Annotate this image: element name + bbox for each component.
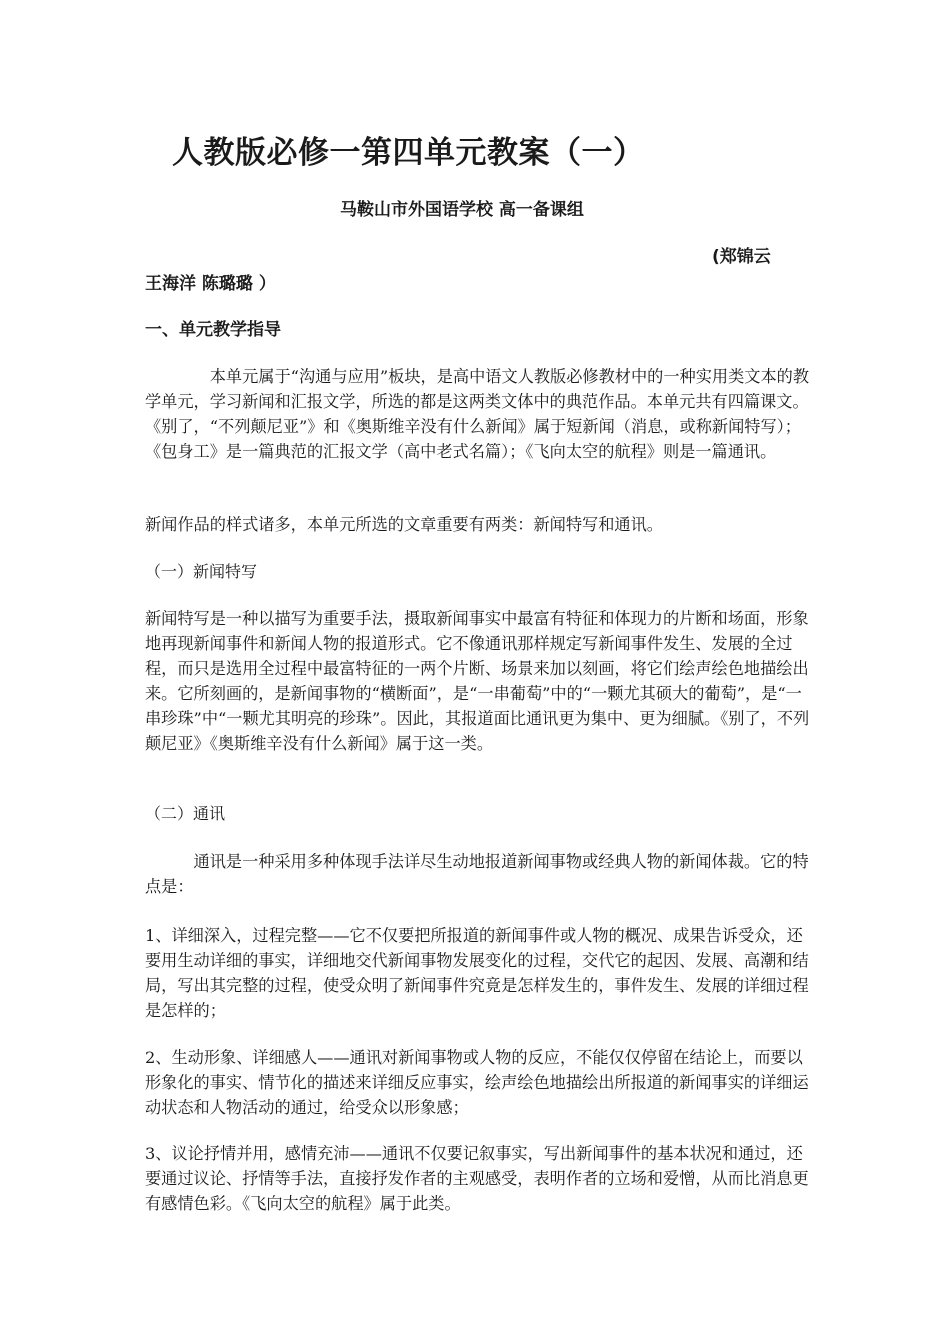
authors-line-1: (郑锦云	[712, 247, 771, 267]
communication-point-1: 1、详细深入，过程完整——它不仅要把所报道的新闻事件或人物的概况、成果告诉受众，还要用生动详细的事实，详细地交代新闻事物发展变化的过程，交代它的起因、发展、高潮和结局，写出其完整的过程，使受众明了新闻事件究竟是怎样发生的，事件发生、发展的详细过程是怎样的；	[145, 926, 809, 1020]
communication-point-2: 2、生动形象、详细感人——通讯对新闻事物或人物的反应，不能仅仅停留在结论上，而要以形象化的事实、情节化的描述来详细反应事实，绘声绘色地描绘出所报道的新闻事实的详细运动状态和人物活动的通过，给受众以形象感；	[145, 1048, 809, 1117]
subheading-news-feature: （一）新闻特写	[145, 562, 258, 581]
document-title: 人教版必修一第四单元教案（一）	[172, 135, 645, 171]
school-subtitle: 马鞍山市外国语学校 高一备课组	[340, 200, 584, 220]
news-feature-paragraph: 新闻特写是一种以描写为重要手法，摄取新闻事实中最富有特征和体现力的片断和场面，形象地再现新闻事件和新闻人物的报道形式。它不像通讯那样规定写新闻事件发生、发展的全过程，而只是选用全过程中最富特征的一两个片断、场景来加以刻画，将它们绘声绘色地描绘出来。它所刻画的，是新闻事物的“横断面”，是“一串葡萄”中的“一颗尤其硕大的葡萄”，是“一串珍珠”中“一颗尤其明亮的珍珠”。因此，其报道面比通讯更为集中、更为细腻。《别了，不列颠尼亚》《奥斯维辛没有什么新闻》属于这一类。	[145, 609, 810, 753]
intro-paragraph: 本单元属于“沟通与应用”板块，是高中语文人教版必修教材中的一种实用类文本的教学单元，学习新闻和汇报文学，所选的都是这两类文体中的典范作品。本单元共有四篇课文。《别了，“不列颠尼亚”》和《奥斯维辛没有什么新闻》属于短新闻（消息，或称新闻特写）；《包身工》是一篇典范的汇报文学（高中老式名篇）；《飞向太空的航程》则是一篇通讯。	[145, 367, 810, 461]
news-styles-paragraph: 新闻作品的样式诸多，本单元所选的文章重要有两类：新闻特写和通讯。	[145, 515, 663, 534]
subheading-communication: （二）通讯	[145, 804, 226, 823]
section-heading-unit-guidance: 一、单元教学指导	[145, 320, 281, 340]
communication-point-3: 3、议论抒情并用，感情充沛——通讯不仅要记叙事实，写出新闻事件的基本状况和通过，还要通过议论、抒情等手法，直接抒发作者的主观感受，表明作者的立场和爱憎，从而比消息更有感情色彩。《飞向太空的航程》属于此类。	[145, 1144, 809, 1213]
authors-line-2: 王海洋 陈璐璐 ）	[145, 274, 276, 294]
communication-intro-paragraph: 通讯是一种采用多种体现手法详尽生动地报道新闻事物或经典人物的新闻体裁。它的特点是：	[145, 852, 809, 896]
